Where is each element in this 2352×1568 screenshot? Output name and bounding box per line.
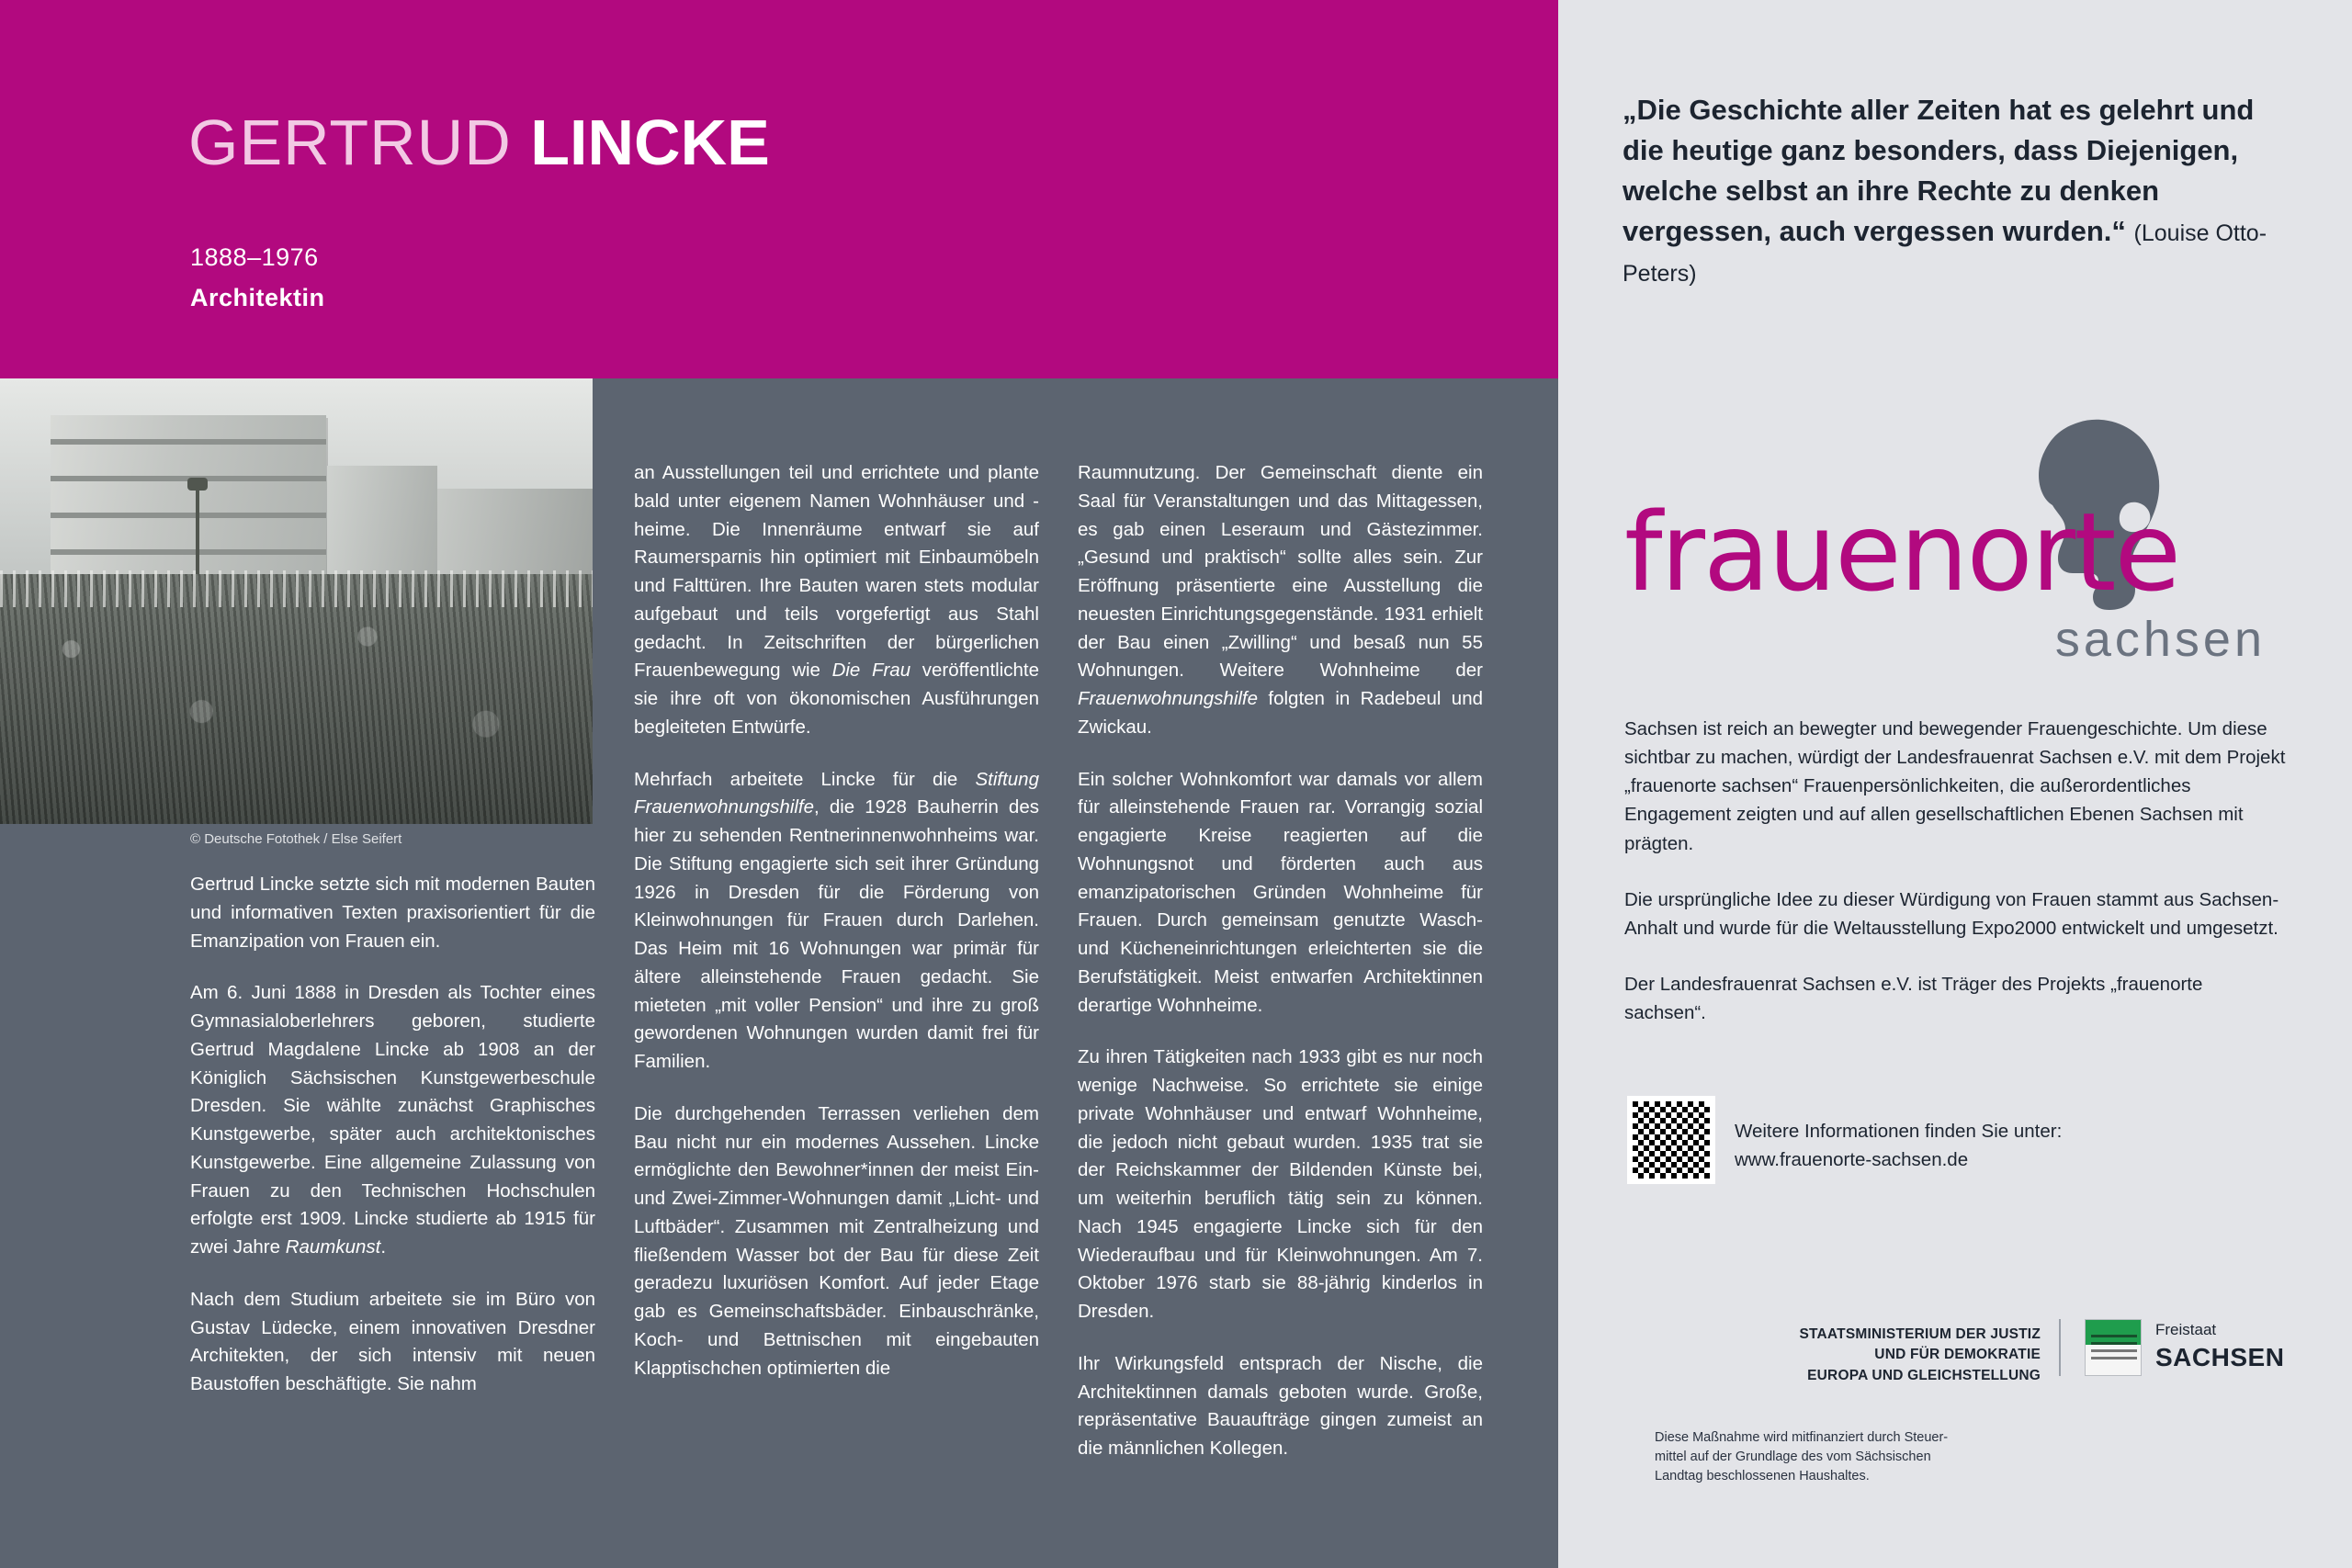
qr-code[interactable]: [1627, 1096, 1715, 1184]
paragraph: Mehrfach arbeitete Lincke für die Stiftung Frauenwohnungshilfe, die 1928 Bauherrin des hier zu sehenden Rentnerinnenwohnheims war. Die Stiftung engagierte sich seit ihrer Gründung 1926 in Dresden für die Förderung von Kleinwohnungen für Frauen durch Darlehen. Das Heim mit 16 Wohnungen war primär für ältere alleinstehende Frauen gedacht. Sie mieteten „mit voller Pension“ und ihre zu groß gewordenen Wohnungen wurden damit frei für Familien.: [634, 768, 1039, 1072]
website-url[interactable]: www.frauenorte-sachsen.de: [1735, 1148, 1969, 1170]
logo-divider: [2059, 1319, 2061, 1376]
quote-source: (Louise Otto-Peters): [1623, 220, 2267, 288]
poster-header: [0, 0, 1558, 378]
paragraph: Gertrud Lincke setzte sich mit modernen Bauten und informativen Texten praxisorientiert für die Emanzipation von Frauen ein.: [190, 874, 595, 952]
project-description: [1624, 715, 2286, 1055]
pull-quote: [1623, 90, 2279, 292]
paragraph: Nach dem Studium arbeitete sie im Büro von Gustav Lüdecke, einem innovativen Dresdner Architekten, der sich intensiv mit neuen Baustoffen beschäftigte. Sie nahm: [190, 1288, 595, 1394]
body-column-3: [1078, 459, 1483, 1463]
paragraph: Am 6. Juni 1888 in Dresden als Tochter eines Gymnasialoberlehrers geboren, studierte Gertrud Magdalene Lincke ab 1908 an der Königlich Sächsischen Kunstgewerbeschule Dresden. Sie wählte zunächst Graphisches Kunstgewerbe, später auch architektonisches Kunstgewerbe. Eine allgemeine Zulassung von Frauen zu den Technischen Hochschulen erfolgte erst 1909. Lincke studierte ab 1915 für zwei Jahre Raumkunst.: [190, 982, 595, 1258]
qr-info: [1735, 1118, 2249, 1175]
profession-label: Architektin: [190, 284, 325, 311]
right-panel: [1558, 0, 2352, 1568]
paragraph: Raumnutzung. Der Gemeinschaft diente ein Saal für Veranstaltungen und das Mittagessen, es gab einen Leseraum und Gästezimmer. „Gesund und praktisch“ sollte alles sein. Zur Eröffnung präsentierte eine Ausstellung die neuesten Einrichtungsgegenstände. 1931 erhielt der Bau einen „Zwilling“ und besaß nun 55 Wohnungen. Weitere Wohnheime der Frauenwohnungshilfe folgten in Radebeul und Zwickau.: [1078, 462, 1483, 738]
funding-note: Diese Maßnahme wird mitfinanziert durch Steuer- mittel auf der Grundlage des vom Sächsischen Landtag beschlossenen Haushaltes.: [1655, 1430, 1949, 1484]
frauenorte-logo: [1624, 432, 2286, 689]
logo-wordmark: frauenorte: [1624, 489, 2180, 615]
paragraph: Zu ihren Tätigkeiten nach 1933 gibt es nur noch wenige Nachweise. So errichtete sie einige private Wohnhäuser und entwarf Wohnheime, die jedoch nicht gebaut wurden. 1935 trat sie der Reichskammer der Bildenden Künste bei, um weiterhin beruflich tätig sein zu können. Nach 1945 engagierte Lincke sich für den Wiederaufbau und für Kleinwohnungen. Am 7. Oktober 1976 starb sie 88-jährig kinderlos in Dresden.: [1078, 1046, 1483, 1322]
paragraph: an Ausstellungen teil und errichtete und plante bald unter eigenem Namen Wohnhäuser und -heime. Die Innenräume entwarf sie auf Raumersparnis hin optimiert mit Einbaumöbeln und Falttüren. Ihre Bauten waren stets modular aufgebaut und teils vorgefertigt aus Stahl gedacht. In Zeitschriften der bürgerlichen Frauenbewegung wie Die Frau veröffentlichte sie ihre oft von ökonomischen Ausführungen begleiteten Entwürfe.: [634, 462, 1040, 738]
qr-matrix: [1633, 1101, 1710, 1179]
state-label-sachsen: SACHSEN: [2155, 1343, 2285, 1371]
paragraph: Der Landesfrauenrat Sachsen e.V. ist Träger des Projekts „frauenorte sachsen“.: [1624, 974, 2203, 1024]
quote-text: „Die Geschichte aller Zeiten hat es gelehrt und die heutige ganz besonders, dass Diejenigen, welche selbst an ihre Rechte zu denken vergessen, auch vergessen wurden.“: [1623, 94, 2255, 248]
photo-credit: © Deutsche Fotothek / Else Seifert: [0, 824, 593, 855]
page-title: [188, 106, 770, 179]
paragraph: Sachsen ist reich an bewegter und bewegender Frauengeschichte. Um diese sichtbar zu machen, würdigt der Landesfrauenrat Sachsen e.V. mit dem Projekt „frauenorte sachsen“ Frauenpersönlichkeiten, die außerordentliches Engagement zeigten und auf allen gesellschaftlichen Ebenen Sachsen mit prägten.: [1624, 718, 2286, 854]
saxony-crest-icon: [2085, 1319, 2142, 1376]
ministry-name: STAATSMINISTERIUM DER JUSTIZ UND FÜR DEMOKRATIE EUROPA UND GLEICHSTELLUNG: [1799, 1326, 2041, 1383]
photo-meadow: [0, 574, 593, 824]
logo-subtitle: sachsen: [2054, 612, 2266, 667]
paragraph: Ihr Wirkungsfeld entsprach der Nische, die Architektinnen damals geboten wurde. Große, repräsentative Bauaufträge gingen zumeist an die männlichen Kollegen.: [1078, 1352, 1483, 1459]
body-column-2: [634, 459, 1039, 1382]
qr-info-line-1: Weitere Informationen finden Sie unter:: [1735, 1121, 2063, 1142]
paragraph: Die durchgehenden Terrassen verliehen dem Bau nicht nur ein modernes Aussehen. Lincke ermöglichte den Bewohner*innen der meist Ein- und Zwei-Zimmer-Wohnungen damit „Licht- und Luftbäder“. Zusammen mit Zentralheizung und fließendem Wasser bot der Bau für diese Zeit geradezu luxuriösen Komfort. Auf jeder Etage gab es Gemeinschaftsbäder. Einbauschränke, Koch- und Bettnischen mit eingebauten Klapptischchen optimierten die: [634, 1102, 1039, 1379]
body-column-1: [190, 871, 595, 1399]
last-name: LINCKE: [530, 107, 770, 178]
state-label-freistaat: Freistaat: [2155, 1321, 2217, 1338]
historic-photo: [0, 378, 593, 824]
government-logo: [1655, 1314, 2298, 1415]
life-years: 1888–1976: [190, 243, 319, 271]
photo-fence: [0, 570, 593, 607]
first-name: GERTRUD: [188, 107, 512, 178]
paragraph: Die ursprüngliche Idee zu dieser Würdigung von Frauen stammt aus Sachsen-Anhalt und wurde für die Weltausstellung Expo2000 entwickelt und umgesetzt.: [1624, 888, 2279, 939]
paragraph: Ein solcher Wohnkomfort war damals vor allem für alleinstehende Frauen rar. Vorrangig sozial engagierte Kreise reagierten auf die Wohnungsnot und förderten auch aus emanzipatorischen Gründen Wohnheime für Frauen. Durch gemeinsam genutzte Wasch- und Kücheneinrichtungen erleichterten sie die Berufstätigkeit. Meist entwarfen Architektinnen derartige Wohnheime.: [1078, 768, 1483, 1016]
